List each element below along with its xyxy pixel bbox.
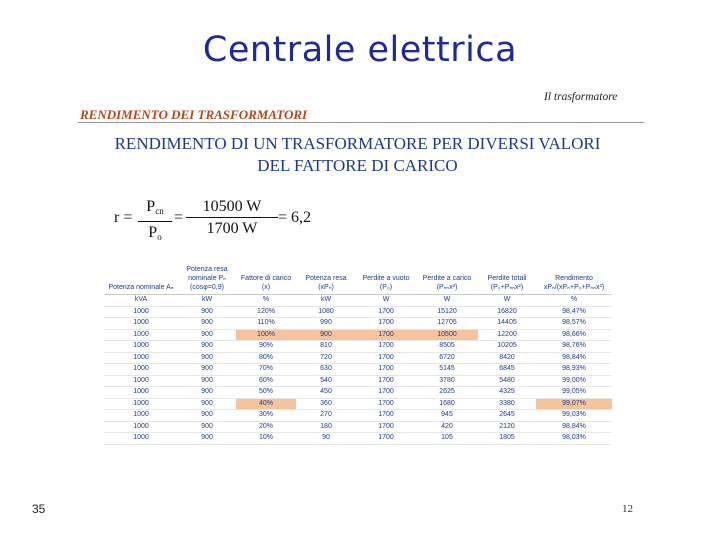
formula-result: = 6,2 [278, 209, 312, 226]
table-row [104, 433, 612, 445]
table-cell: 720 [296, 352, 356, 364]
table-cell: 1000 [104, 306, 178, 318]
document-title-line-2: DEL FATTORE DI CARICO [257, 156, 458, 175]
table-cell: 15120 [416, 306, 478, 318]
table-cell: 8505 [416, 341, 478, 353]
table-cell: 2625 [416, 387, 478, 399]
table-cell: 1000 [104, 318, 178, 330]
slide-title: Centrale elettrica [202, 30, 518, 70]
table-cell: 1000 [104, 398, 178, 410]
table-cell: 30% [236, 410, 296, 422]
unit-cell: kVA [104, 295, 178, 307]
table-cell: 945 [416, 410, 478, 422]
table-cell: 99,05% [536, 387, 612, 399]
table-cell: 1700 [356, 329, 416, 341]
table-cell: 50% [236, 387, 296, 399]
table-cell: 80% [236, 352, 296, 364]
table-cell: 12200 [478, 329, 536, 341]
table-cell: 1000 [104, 410, 178, 422]
table-cell: 10% [236, 433, 296, 445]
table-cell: 1700 [356, 387, 416, 399]
unit-cell: W [356, 295, 416, 307]
table-cell: 1700 [356, 375, 416, 387]
table-row [104, 341, 612, 353]
table-cell: 5145 [416, 364, 478, 376]
fraction-denominator: 1700 W [206, 220, 258, 237]
formula-lhs: r = [114, 209, 133, 226]
column-header: Perdite a carico (Pₙₙx²) [416, 265, 478, 295]
table-cell: 1000 [104, 329, 178, 341]
unit-cell: W [416, 295, 478, 307]
table-row [104, 364, 612, 376]
fraction-denominator: $P_o$ [148, 224, 162, 242]
table-cell: 810 [296, 341, 356, 353]
table-row [104, 306, 612, 318]
slide-number: 35 [32, 502, 46, 516]
table-cell: 98,84% [536, 421, 612, 433]
table-cell: 8420 [478, 352, 536, 364]
table-cell: 1000 [104, 421, 178, 433]
table-cell: 1080 [296, 306, 356, 318]
column-header: Potenza nominale Aₙ [104, 265, 178, 295]
table-cell: 110% [236, 318, 296, 330]
table-cell: 900 [178, 375, 236, 387]
fraction-numerator: 10500 W [186, 197, 278, 218]
table-cell: 2645 [478, 410, 536, 422]
table-cell: 90 [296, 433, 356, 445]
table-cell: 99,03% [536, 410, 612, 422]
column-header: Rendimento xPₙ/(xPₙ+P₀+Pₙₙx²) [536, 265, 612, 295]
table-cell: 900 [178, 352, 236, 364]
table-cell: 16820 [478, 306, 536, 318]
table-row [104, 329, 612, 341]
document-title [80, 133, 635, 177]
table-cell: 900 [178, 329, 236, 341]
table-cell: 6720 [416, 352, 478, 364]
table-cell: 420 [416, 421, 478, 433]
table-cell: 10500 [416, 329, 478, 341]
table-cell: 4325 [478, 387, 536, 399]
table-cell: 3380 [478, 398, 536, 410]
table-cell: 6845 [478, 364, 536, 376]
table-cell: 900 [178, 433, 236, 445]
table-cell: 1000 [104, 433, 178, 445]
table-cell: 180 [296, 421, 356, 433]
table-cell: 1700 [356, 410, 416, 422]
column-header: Fattore di carico (x) [236, 265, 296, 295]
formula-equals: = [174, 209, 184, 226]
table-cell: 1700 [356, 352, 416, 364]
table-cell: 98,66% [536, 329, 612, 341]
table-cell: 100% [236, 329, 296, 341]
table-cell: 1000 [104, 352, 178, 364]
table-cell: 99,00% [536, 375, 612, 387]
unit-cell: kW [178, 295, 236, 307]
table-cell: 99,07% [536, 398, 612, 410]
table-cell: 3780 [416, 375, 478, 387]
document-header-right: Il trasformatore [544, 91, 618, 103]
table-cell: 120% [236, 306, 296, 318]
column-header: Perdite totali (P₀+Pₙₙx²) [478, 265, 536, 295]
table-cell: 900 [178, 398, 236, 410]
header-divider [78, 122, 644, 123]
table-cell: 40% [236, 398, 296, 410]
table-cell: 2120 [478, 421, 536, 433]
table-cell: 900 [178, 306, 236, 318]
table-cell: 5480 [478, 375, 536, 387]
table-cell: 90% [236, 341, 296, 353]
table-cell: 630 [296, 364, 356, 376]
column-header: Potenza resa nominale Pₙ (cosφ=0,9) [178, 265, 236, 295]
table-cell: 1000 [104, 387, 178, 399]
formula-fraction-numeric [186, 197, 278, 240]
table-cell: 98,47% [536, 306, 612, 318]
table-cell: 900 [178, 364, 236, 376]
table-cell: 1700 [356, 364, 416, 376]
formula-fraction-symbolic [138, 197, 172, 248]
table-cell: 450 [296, 387, 356, 399]
table-cell: 1000 [104, 341, 178, 353]
table-cell: 1805 [478, 433, 536, 445]
table-cell: 900 [178, 421, 236, 433]
unit-cell: % [536, 295, 612, 307]
table-cell: 1700 [356, 306, 416, 318]
table-row [104, 375, 612, 387]
document-title-line-1: RENDIMENTO DI UN TRASFORMATORE PER DIVERSI VALORI [114, 134, 601, 153]
table-cell: 900 [178, 410, 236, 422]
table-cell: 14405 [478, 318, 536, 330]
table-cell: 10205 [478, 341, 536, 353]
table-row [104, 318, 612, 330]
table-cell: 98,57% [536, 318, 612, 330]
table-cell: 1700 [356, 398, 416, 410]
unit-cell: % [236, 295, 296, 307]
table-cell: 98,03% [536, 433, 612, 445]
table-cell: 98,93% [536, 364, 612, 376]
table-cell: 1700 [356, 433, 416, 445]
table-row [104, 387, 612, 399]
table-cell: 1700 [356, 341, 416, 353]
table-cell: 60% [236, 375, 296, 387]
document-header-left: RENDIMENTO DEI TRASFORMATORI [80, 107, 308, 122]
table-cell: 900 [178, 341, 236, 353]
table-cell: 1000 [104, 364, 178, 376]
table-row [104, 410, 612, 422]
efficiency-formula [112, 197, 312, 243]
table-row [104, 421, 612, 433]
table-body [104, 295, 612, 445]
table-row [104, 352, 612, 364]
table-cell: 70% [236, 364, 296, 376]
table-cell: 1700 [356, 318, 416, 330]
table-cell: 20% [236, 421, 296, 433]
unit-cell: kW [296, 295, 356, 307]
table-header-row [104, 265, 612, 295]
table-cell: 98,84% [536, 352, 612, 364]
table-cell: 1000 [104, 375, 178, 387]
column-header: Perdite a vuoto (P₀) [356, 265, 416, 295]
table-cell: 360 [296, 398, 356, 410]
table-cell: 1680 [416, 398, 478, 410]
table-cell: 990 [296, 318, 356, 330]
table-row [104, 398, 612, 410]
units-row [104, 295, 612, 307]
table-cell: 540 [296, 375, 356, 387]
table-cell: 900 [178, 387, 236, 399]
efficiency-table [104, 265, 612, 445]
fraction-numerator: $P_{cn}$ [138, 197, 172, 222]
table-cell: 105 [416, 433, 478, 445]
table-cell: 12705 [416, 318, 478, 330]
unit-cell: W [478, 295, 536, 307]
table-cell: 900 [178, 318, 236, 330]
table-cell: 1700 [356, 421, 416, 433]
table-cell: 270 [296, 410, 356, 422]
table-cell: 900 [296, 329, 356, 341]
page-number: 12 [622, 503, 633, 515]
column-header: Potenza resa (xPₙ) [296, 265, 356, 295]
table-cell: 98,76% [536, 341, 612, 353]
